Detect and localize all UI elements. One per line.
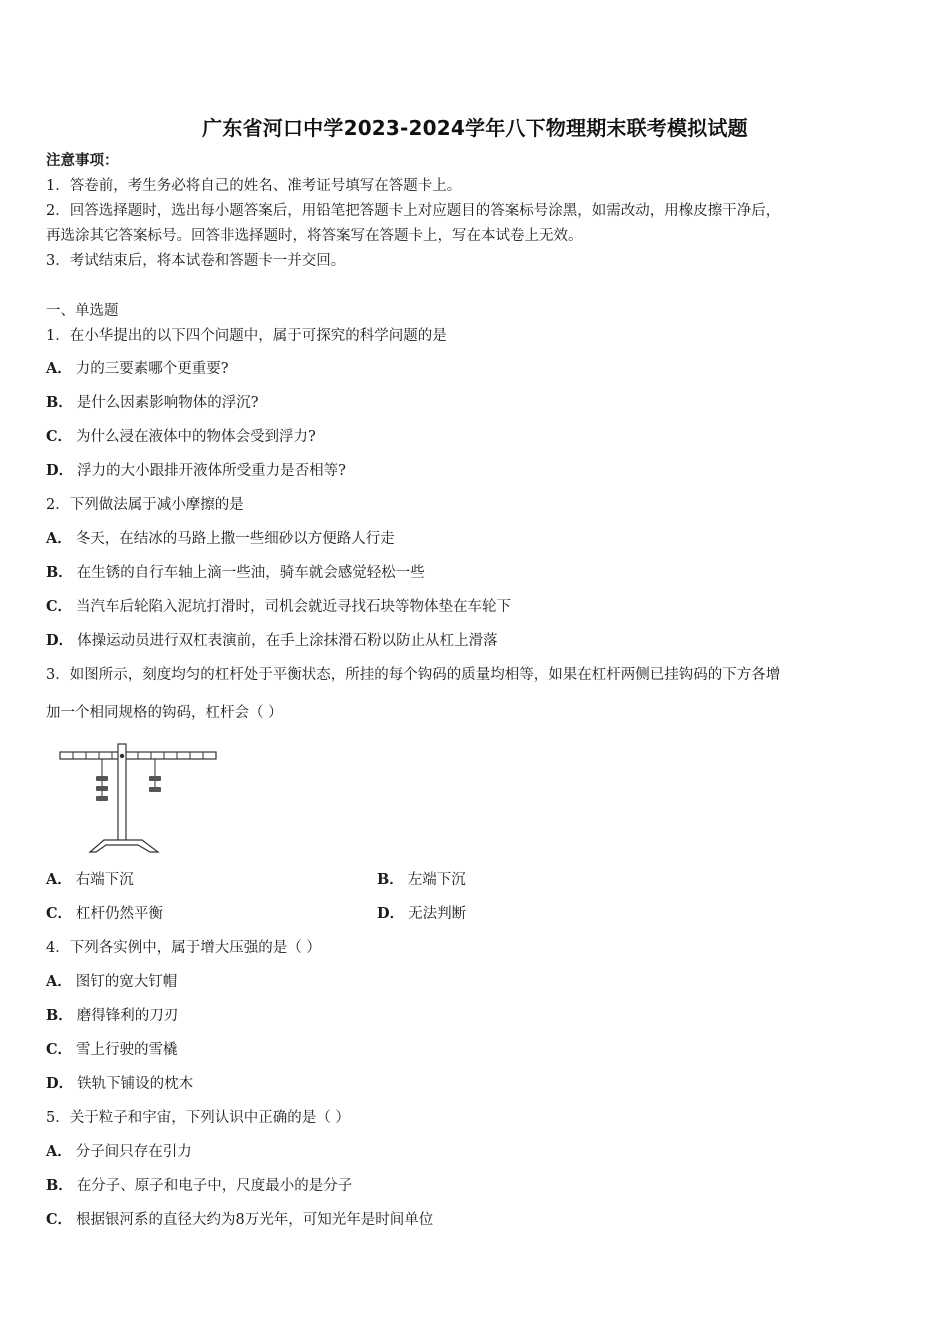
option-letter: B． [46,394,73,411]
answer-option [46,359,229,379]
lever-stand [118,744,126,842]
answer-option [46,597,511,617]
option-text: 在生锈的自行车轴上滴一些油，骑车就会感觉轻松一些 [76,565,425,581]
option-letter: D． [46,462,74,479]
option-letter: D． [377,905,405,922]
option-letter: A． [46,871,72,888]
option-text: 体操运动员进行双杠表演前，在手上涂抹滑石粉以防止从杠上滑落 [77,633,498,649]
answer-option [46,870,134,890]
option-text: 是什么因素影响物体的浮沉? [76,395,259,411]
notice-item: 再选涂其它答案标号。回答非选择题时，将答案写在答题卡上，写在本试卷上无效。 [46,228,583,244]
answer-option [46,1142,192,1162]
question-stem: 1．在小华提出的以下四个问题中，属于可探究的科学问题的是 [46,328,447,344]
option-text: 磨得锋利的刀刃 [76,1008,179,1024]
notice-item: 3．考试结束后，将本试卷和答题卡一并交回。 [46,253,346,269]
answer-option [46,1040,178,1060]
answer-option [46,631,498,651]
option-letter: A． [46,973,72,990]
option-text: 雪上行驶的雪橇 [76,1042,178,1058]
option-text: 为什么浸在液体中的物体会受到浮力? [76,429,316,445]
answer-option [377,904,466,924]
option-text: 浮力的大小跟排开液体所受重力是否相等? [77,463,346,479]
option-letter: A． [46,360,72,377]
option-text: 当汽车后轮陷入泥坑打滑时，司机会就近寻找石块等物体垫在车轮下 [76,599,512,615]
page-title: 广东省河口中学2023-2024学年八下物理期末联考模拟试题 [202,116,748,140]
option-letter: B． [46,564,73,581]
option-letter: C． [46,1041,73,1058]
option-text: 分子间只存在引力 [75,1144,192,1160]
answer-option [46,1210,433,1230]
option-letter: A． [46,1143,72,1160]
answer-option [46,904,163,924]
question-stem-continued: 加一个相同规格的钩码，杠杆会（ ） [46,705,283,721]
option-text: 左端下沉 [407,872,466,888]
answer-option [46,427,316,447]
notice-item: 1．答卷前，考生务必将自己的姓名、准考证号填写在答题卡上。 [46,178,462,194]
answer-option [46,393,259,413]
lever-diagram [46,736,224,856]
option-letter: D． [46,1075,74,1092]
option-text: 根据银河系的直径大约为8万光年，可知光年是时间单位 [76,1212,434,1228]
option-text: 右端下沉 [75,872,134,888]
answer-option [46,461,346,481]
option-letter: C． [46,598,73,615]
weight [96,796,108,801]
section-heading: 一、单选题 [46,303,119,319]
weight [96,776,108,781]
option-letter: B． [377,871,404,888]
option-text: 冬天，在结冰的马路上撒一些细砂以方便路人行走 [75,531,395,547]
answer-option [46,1006,178,1026]
answer-option [46,1176,352,1196]
notice-item: 2．回答选择题时，选出每小题答案后，用铅笔把答题卡上对应题目的答案标号涂黑，如需改动，用橡皮擦干净后， [46,203,781,219]
answer-option [46,972,177,992]
right-weights [149,776,161,792]
left-weights [96,776,108,801]
weight [149,776,161,781]
option-text: 在分子、原子和电子中，尺度最小的是分子 [76,1178,353,1194]
question-stem: 4．下列各实例中，属于增大压强的是（ ） [46,940,321,956]
option-text: 无法判断 [408,906,467,922]
option-text: 力的三要素哪个更重要? [75,361,229,377]
question-stem: 3．如图所示，刻度均匀的杠杆处于平衡状态，所挂的每个钩码的质量均相等，如果在杠杆两侧已挂钩码的下方各增 [46,667,781,683]
weight [96,786,108,791]
answer-option [46,529,395,549]
answer-option [377,870,466,890]
lever-base [90,840,158,852]
option-letter: B． [46,1177,73,1194]
option-letter: A． [46,530,72,547]
option-text: 图钉的宽大钉帽 [75,974,178,990]
option-text: 铁轨下铺设的枕木 [77,1076,194,1092]
weight [149,787,161,792]
answer-option [46,1074,193,1094]
question-stem: 5．关于粒子和宇宙，下列认识中正确的是（ ） [46,1110,350,1126]
answer-option [46,563,425,583]
option-letter: D． [46,632,74,649]
question-stem: 2．下列做法属于减小摩擦的是 [46,497,244,513]
option-letter: C． [46,428,73,445]
option-text: 杠杆仍然平衡 [76,906,164,922]
option-letter: C． [46,1211,73,1228]
option-letter: B． [46,1007,73,1024]
lever-pivot [120,754,124,758]
notice-heading: 注意事项： [46,152,119,169]
option-letter: C． [46,905,73,922]
